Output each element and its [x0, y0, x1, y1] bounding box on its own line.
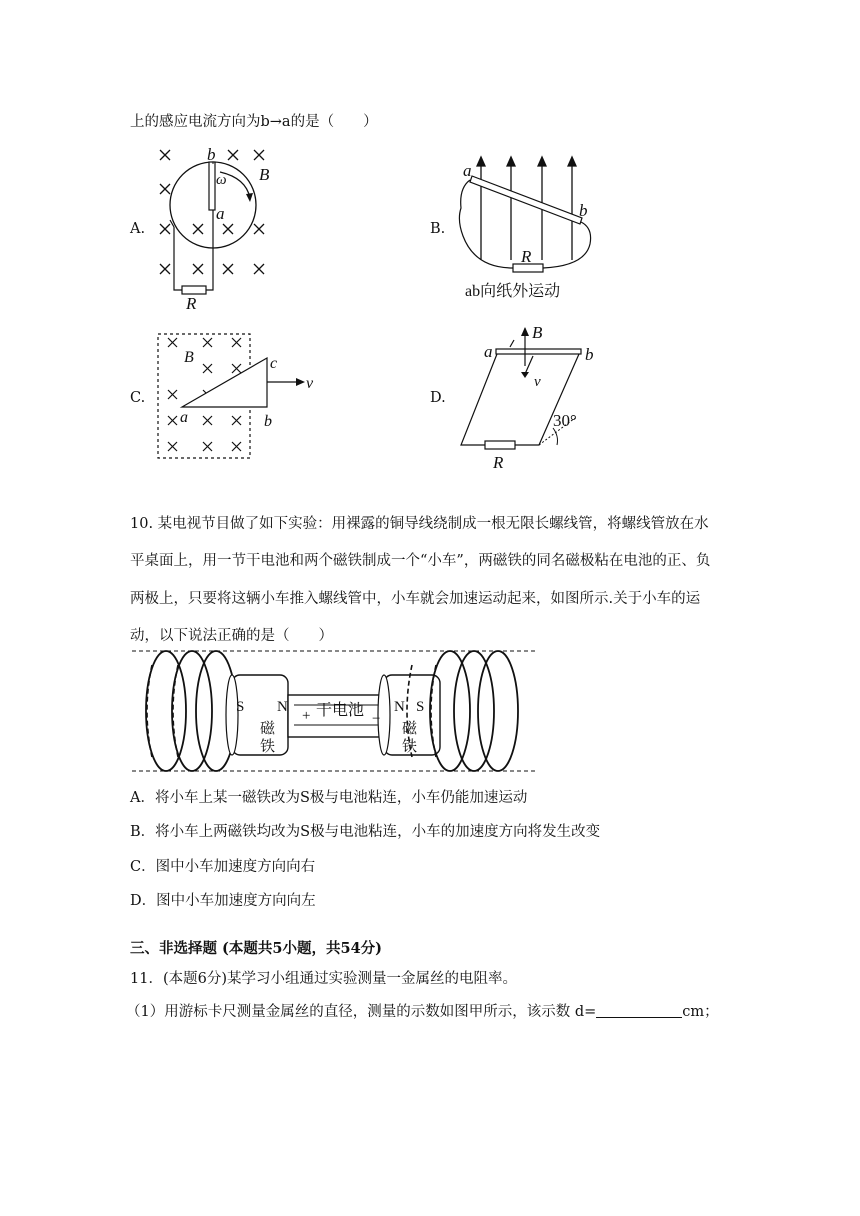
label-v: v	[534, 374, 541, 390]
label-left-iron: 铁	[260, 739, 276, 755]
q11-part-1-unit: cm；	[682, 1004, 719, 1020]
coil-left	[146, 651, 236, 771]
label-right-N: N	[394, 699, 405, 715]
label-b: b	[585, 345, 594, 364]
label-a: a	[484, 342, 493, 361]
rod-ab	[496, 349, 581, 354]
q9-figure-c	[152, 330, 322, 465]
label-a: a	[180, 409, 188, 426]
label-right-S: S	[416, 699, 425, 715]
label-b: b	[579, 201, 588, 220]
label-b: b	[264, 413, 272, 430]
q9-option-c-letter: C.	[130, 390, 146, 406]
coil-right	[430, 651, 518, 771]
q9-figure-d	[455, 318, 625, 474]
q10-choice-d: D．图中小车加速度方向向左	[130, 893, 316, 909]
q10-choice-b: B．将小车上两磁铁均改为S极与电池粘连，小车的加速度方向将发生改变	[130, 824, 601, 840]
label-left-magnet: 磁	[260, 721, 276, 737]
label-b: b	[207, 145, 216, 164]
q10-solenoid-figure	[132, 645, 542, 777]
q9-option-b-letter: B.	[430, 221, 446, 237]
label-R: R	[521, 247, 532, 266]
label-c: c	[270, 355, 278, 372]
q9-stem-tail: 上的感应电流方向为b→a的是（ ）	[130, 114, 378, 130]
label-left-N: N	[277, 699, 288, 715]
triangle-frame	[182, 358, 267, 407]
q10-line-4: 动，以下说法正确的是（ ）	[130, 628, 333, 644]
q11-part-1	[126, 1002, 719, 1022]
resistor	[485, 441, 515, 449]
rotating-rod	[209, 162, 215, 210]
label-a: a	[463, 161, 472, 180]
label-a: a	[216, 204, 225, 223]
q9-figure-b	[455, 148, 615, 304]
q10-line-2: 平桌面上，用一节干电池和两个磁铁制成一个“小车”，两磁铁的同名磁极粘在电池的正、负	[130, 553, 711, 569]
field-arrow	[521, 327, 529, 336]
label-omega: ω	[216, 172, 227, 188]
section-3-title: 三、非选择题 (本题共5小题，共54分)	[130, 940, 383, 957]
label-right-iron: 铁	[402, 739, 418, 755]
label-battery: 干电池	[316, 702, 365, 719]
q11-stem: 11．(本题6分)某学习小组通过实验测量一金属丝的电阻率。	[130, 971, 517, 987]
label-field-B: B	[259, 165, 270, 184]
label-angle: 30°	[553, 411, 577, 430]
q9-option-a-letter: A.	[130, 221, 146, 237]
label-plus: +	[302, 708, 311, 724]
rod-ab	[470, 176, 582, 224]
label-R: R	[493, 453, 504, 472]
velocity-arrow	[296, 378, 305, 386]
label-R: R	[186, 294, 197, 312]
q10-choice-c: C．图中小车加速度方向向右	[130, 859, 316, 875]
coil-left-back	[147, 665, 178, 757]
q10-line-1: 10. 某电视节目做了如下实验：用裸露的铜导线绕制成一根无限长螺线管，将螺线管放在水	[130, 516, 709, 532]
q9-figure-a	[150, 142, 275, 312]
label-field-B: B	[532, 323, 543, 342]
label-field-B: B	[184, 349, 194, 366]
caption-motion: ab向纸外运动	[465, 283, 561, 300]
label-v: v	[306, 375, 314, 392]
label-left-S: S	[236, 699, 245, 715]
velocity-arrow	[521, 372, 529, 378]
resistor	[182, 286, 206, 294]
q9-option-d-letter: D.	[430, 390, 446, 406]
q10-line-3: 两极上，只要将这辆小车推入螺线管中，小车就会加速运动起来，如图所示.关于小车的运	[130, 591, 701, 607]
label-right-magnet: 磁	[402, 721, 418, 737]
field-lines-up	[477, 157, 576, 260]
label-minus: −	[372, 711, 381, 727]
q11-part-1-text: （1）用游标卡尺测量金属丝的直径，测量的示数如图甲所示，该示数 d=	[126, 1004, 597, 1020]
answer-blank	[596, 1003, 682, 1018]
q10-choice-a: A．将小车上某一磁铁改为S极与电池粘连，小车仍能加速运动	[130, 790, 528, 806]
